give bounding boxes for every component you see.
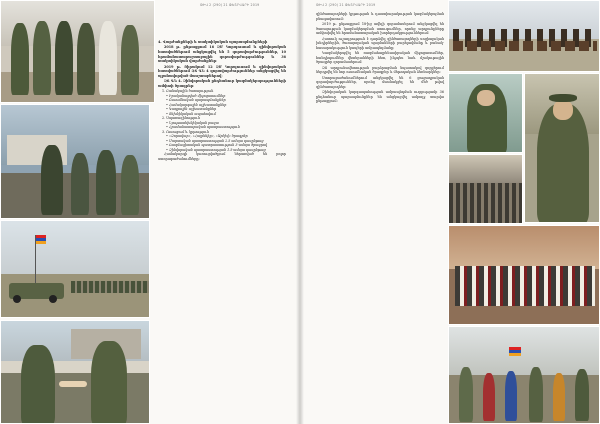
ceremony-salute-photo [0, 104, 150, 219]
list-item: • Զինվորական պատրաստության 1.5-ամսյա դասընթաց [166, 147, 266, 152]
section-heading: 4. Վարժանքների և տակտիկական պարապմունքների [158, 40, 268, 44]
paragraph: 2019 թ. ընթացքում 18-ից ավելի զորամասերում անցկացվել են ծառայության կազմակերպման ստուգումներ, որոնց արդյունքները ամփոփվել են հրամանատարական խորհրդակցություններում։ [316, 21, 444, 36]
cavalry-parade-photo [448, 0, 600, 72]
paragraph: ԶՏ ԳՆ 4. Զինվորական ընդհանուր կազմակերպությունների ամփոփ ծրագրեր։ [158, 79, 286, 88]
list-item: • Տեխնիկական ապահովում [166, 111, 216, 116]
soldier-portrait-photo [524, 73, 600, 223]
choir-performance-photo [448, 225, 600, 325]
list-item: • Մարտական պատրաստության 2.5 ամսյա դասընթաց [166, 138, 264, 143]
paragraph: Հատուկ ուշադրություն է դարձվել զինծառայողների սոցիալական խնդիրներին, ծառայողական պայմանների բարելավմանը և բանակ-հասարակություն կապերի ամրապնդմանը։ [316, 36, 444, 50]
paragraph: Զինվորական կարգապահության ամրապնդման ուղղությամբ 36 ընդհանուր պարապմունքներ են անցկացվել ամբողջ տարվա ընթացքում։ [316, 90, 444, 104]
soldier-closeup-photo [448, 73, 523, 153]
list-item: • Կադրային աշխատանքներ [166, 107, 217, 112]
list-item: • Համակարգային աշխատանքներ [166, 102, 227, 107]
paragraph: ԶՏ արդյունավետության բարձրացման նպատակով զորքերում ներդրվել են նոր ուսումնական ծրագրեր և մեթոդական ձեռնարկներ։ [316, 65, 444, 75]
list-item: • «Զորավար», «Հայրենիք», «Արծիվ» ծրագրեր [166, 134, 248, 139]
running-head-right: ԹԻՎ 2 (290) 21 ՓԵՏՐՎԱՐԻ 2019 [316, 3, 376, 7]
list-item: • Հրամանատարական պատրաստություն [166, 125, 240, 130]
paragraph: Համակարգի կառուցվածքում ներառված են բոլոր ստորաբաժանումները։ [158, 152, 286, 161]
list-item: • Նյութատեխնիկական բազա [166, 120, 219, 125]
running-head-left: ԹԻՎ 2 (290) 21 ՓԵՏՐՎԱՐԻ 2019 [200, 3, 260, 7]
list-item: • Ուսումնական պարապմունքներ [166, 98, 226, 103]
children-flags-photo [448, 326, 600, 424]
paragraph: զինծառայողների կրթության և դաստիարակության կազմակերպման բնագավառում։ [316, 12, 444, 21]
award-handshake-photo [0, 320, 150, 424]
hall-audience-photo [448, 154, 523, 224]
list-heading: 3. Ուսուցում և կրթություն [162, 129, 209, 134]
list-heading: 1. Բանակային ծառայություն [162, 89, 214, 94]
right-text-column [316, 12, 444, 417]
list-item: • Իրականացված միջոցառումներ [166, 93, 226, 98]
list-heading: 2. Սպառազինություն [162, 116, 200, 121]
officers-group-photo [0, 0, 155, 103]
spine-gutter [296, 0, 304, 424]
list-item: • Ռազմագիտական պատրաստություն 3-ամսյա ծրագրով [166, 143, 268, 148]
paragraph: 2019 թ. Շիրակում 12 ԶՄ Կորպուսում և զինվորական հատվածներում ԶՏ ԳՆ 4 զորավարժություններ անցկացվել են պլանավորված մասշտաբներով։ [158, 64, 286, 78]
paragraph: 2018 թ. ընթացքում 16 ԶՄ Կորպուսում և զինվորական հատվածներում անցկացվել են 5 զորավարժություններ, 10 հրամանատարաշտաբային զորավարժություններ և 36 տակտիկական վարժանքներ։ [158, 45, 286, 64]
left-text-column [158, 40, 286, 420]
flag-vehicles-photo [0, 220, 150, 318]
right-page [300, 0, 600, 424]
paragraph: Կազմակերպվել են ռազմահայրենասիրական միջոցառումներ, հանդիպումներ վետերանների հետ, ինչպես նաև մշակութային ծրագրեր զորամասերում։ [316, 51, 444, 65]
paragraph: Ստորաբաժանումներում անցկացվել են 6 ցուցադրական զորավարժություններ, որոնց մասնակցել են մեծ թվով զինծառայողներ։ [316, 75, 444, 89]
